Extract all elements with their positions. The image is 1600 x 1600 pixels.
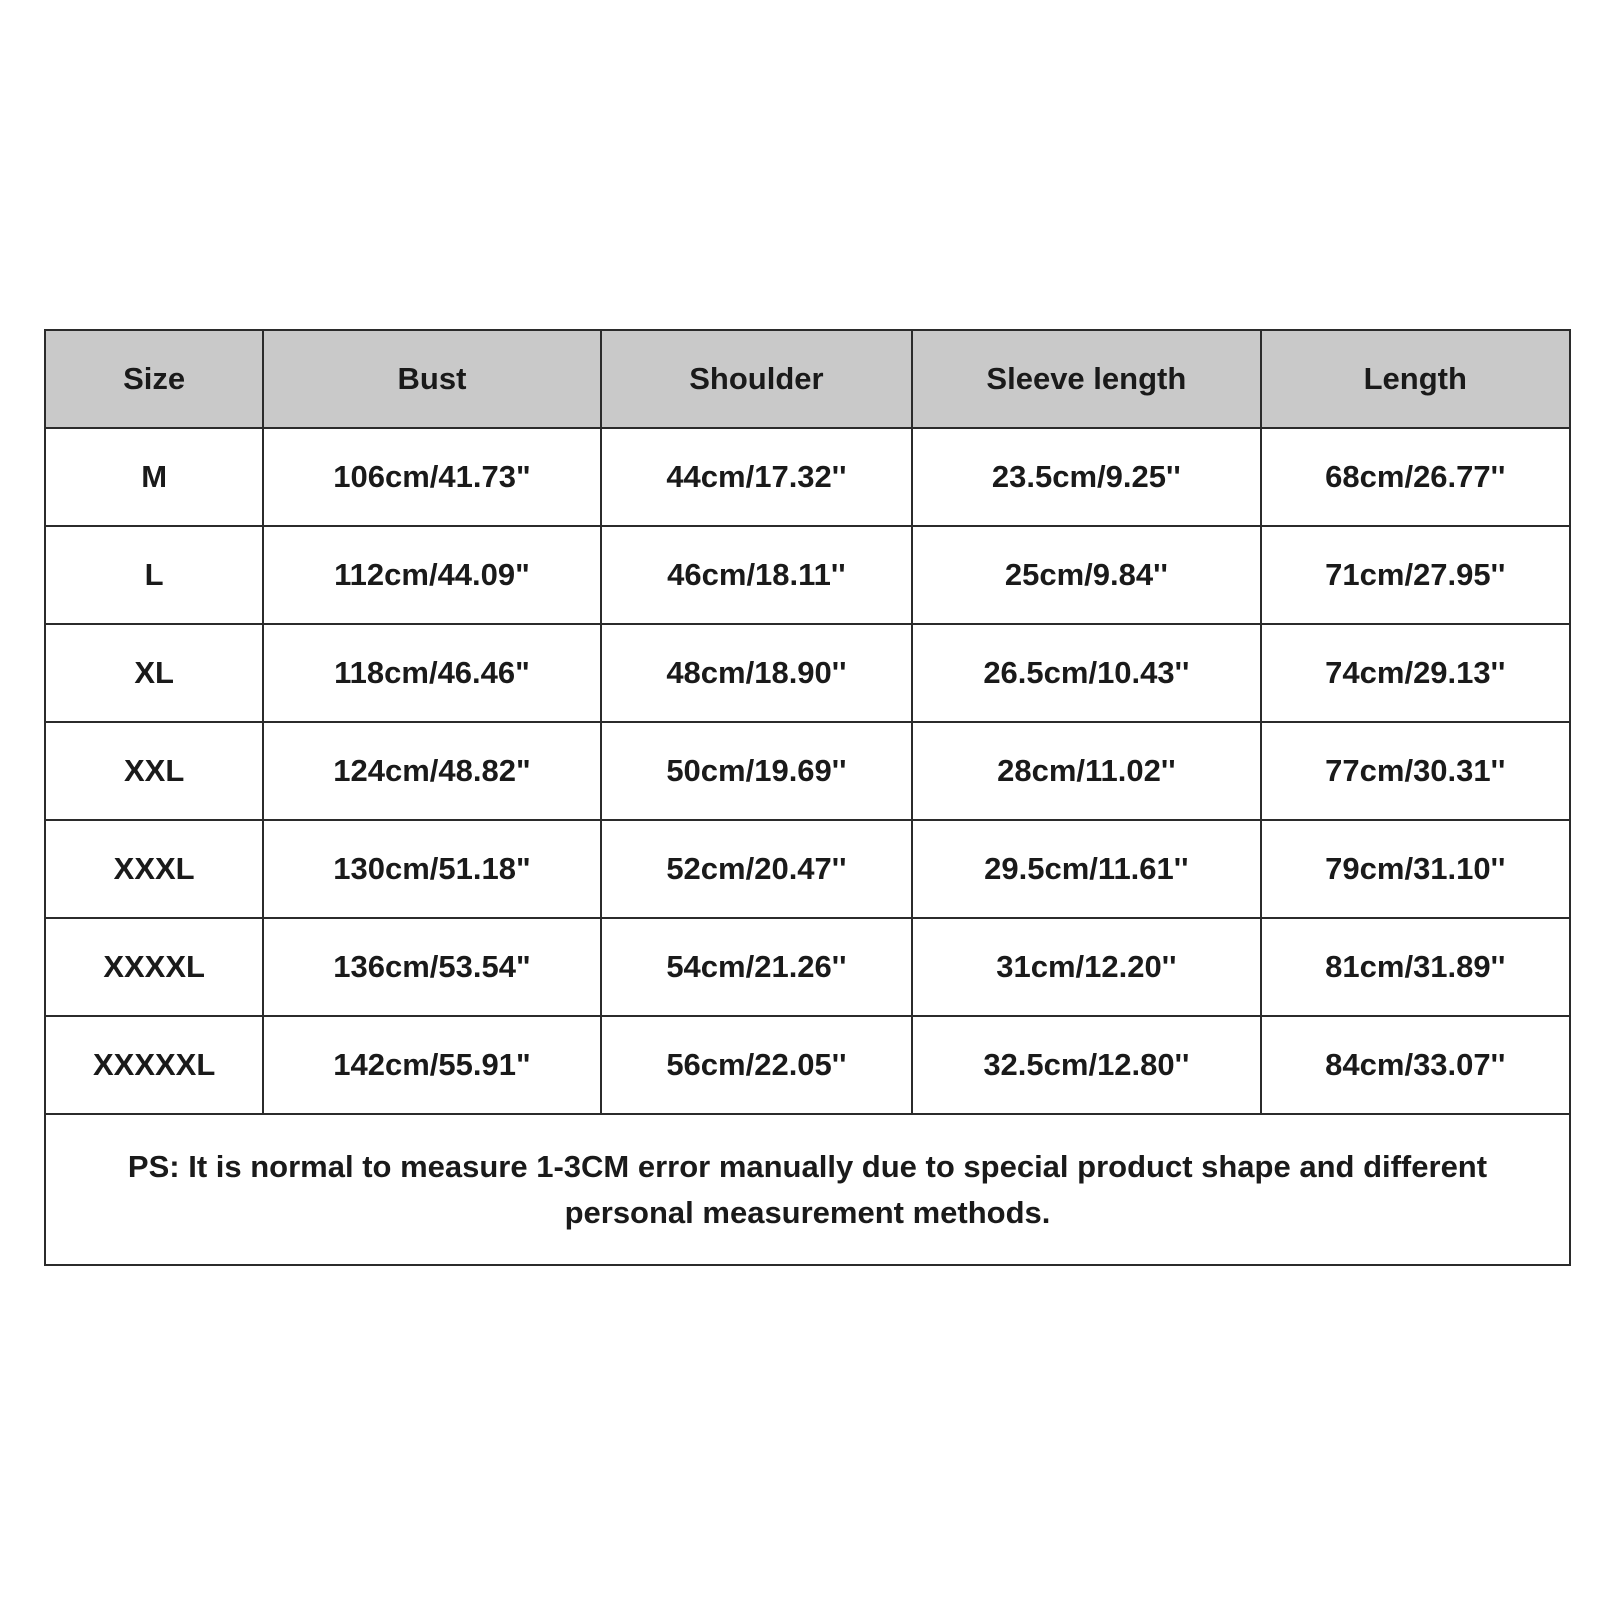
note-line-2: personal measurement methods.: [564, 1194, 1051, 1230]
cell-size: XXXXXL: [45, 1016, 263, 1114]
header-bust: Bust: [263, 330, 600, 428]
cell-shoulder: 48cm/18.90'': [601, 624, 912, 722]
cell-sleeve-length: 29.5cm/11.61'': [912, 820, 1260, 918]
cell-bust: 136cm/53.54": [263, 918, 600, 1016]
header-sleeve-length: Sleeve length: [912, 330, 1260, 428]
cell-length: 79cm/31.10'': [1261, 820, 1570, 918]
cell-shoulder: 50cm/19.69'': [601, 722, 912, 820]
cell-size: M: [45, 428, 263, 526]
cell-size: L: [45, 526, 263, 624]
cell-sleeve-length: 31cm/12.20'': [912, 918, 1260, 1016]
note-row: [45, 1114, 1570, 1265]
cell-size: XXL: [45, 722, 263, 820]
cell-length: 84cm/33.07'': [1261, 1016, 1570, 1114]
note-line-1: PS: It is normal to measure 1-3CM error manually due to special product shape and different: [127, 1148, 1488, 1184]
measurement-note: [45, 1114, 1570, 1265]
cell-length: 71cm/27.95'': [1261, 526, 1570, 624]
cell-length: 81cm/31.89'': [1261, 918, 1570, 1016]
table-row: [45, 722, 1570, 820]
cell-sleeve-length: 25cm/9.84'': [912, 526, 1260, 624]
cell-shoulder: 56cm/22.05'': [601, 1016, 912, 1114]
cell-size: XXXXL: [45, 918, 263, 1016]
cell-shoulder: 54cm/21.26'': [601, 918, 912, 1016]
cell-sleeve-length: 26.5cm/10.43'': [912, 624, 1260, 722]
cell-length: 68cm/26.77'': [1261, 428, 1570, 526]
cell-sleeve-length: 23.5cm/9.25'': [912, 428, 1260, 526]
table-row: [45, 624, 1570, 722]
cell-shoulder: 52cm/20.47'': [601, 820, 912, 918]
cell-shoulder: 44cm/17.32'': [601, 428, 912, 526]
header-shoulder: Shoulder: [601, 330, 912, 428]
cell-bust: 142cm/55.91": [263, 1016, 600, 1114]
header-row: [45, 330, 1570, 428]
cell-size: XL: [45, 624, 263, 722]
header-length: Length: [1261, 330, 1570, 428]
cell-sleeve-length: 28cm/11.02'': [912, 722, 1260, 820]
cell-bust: 106cm/41.73": [263, 428, 600, 526]
cell-bust: 130cm/51.18": [263, 820, 600, 918]
cell-bust: 124cm/48.82": [263, 722, 600, 820]
table-row: [45, 428, 1570, 526]
cell-shoulder: 46cm/18.11'': [601, 526, 912, 624]
cell-bust: 118cm/46.46": [263, 624, 600, 722]
cell-bust: 112cm/44.09": [263, 526, 600, 624]
cell-length: 74cm/29.13'': [1261, 624, 1570, 722]
table-row: [45, 526, 1570, 624]
cell-length: 77cm/30.31'': [1261, 722, 1570, 820]
table-row: [45, 1016, 1570, 1114]
cell-size: XXXL: [45, 820, 263, 918]
size-chart-table: [44, 329, 1571, 1266]
header-size: Size: [45, 330, 263, 428]
table-row: [45, 820, 1570, 918]
table-row: [45, 918, 1570, 1016]
cell-sleeve-length: 32.5cm/12.80'': [912, 1016, 1260, 1114]
